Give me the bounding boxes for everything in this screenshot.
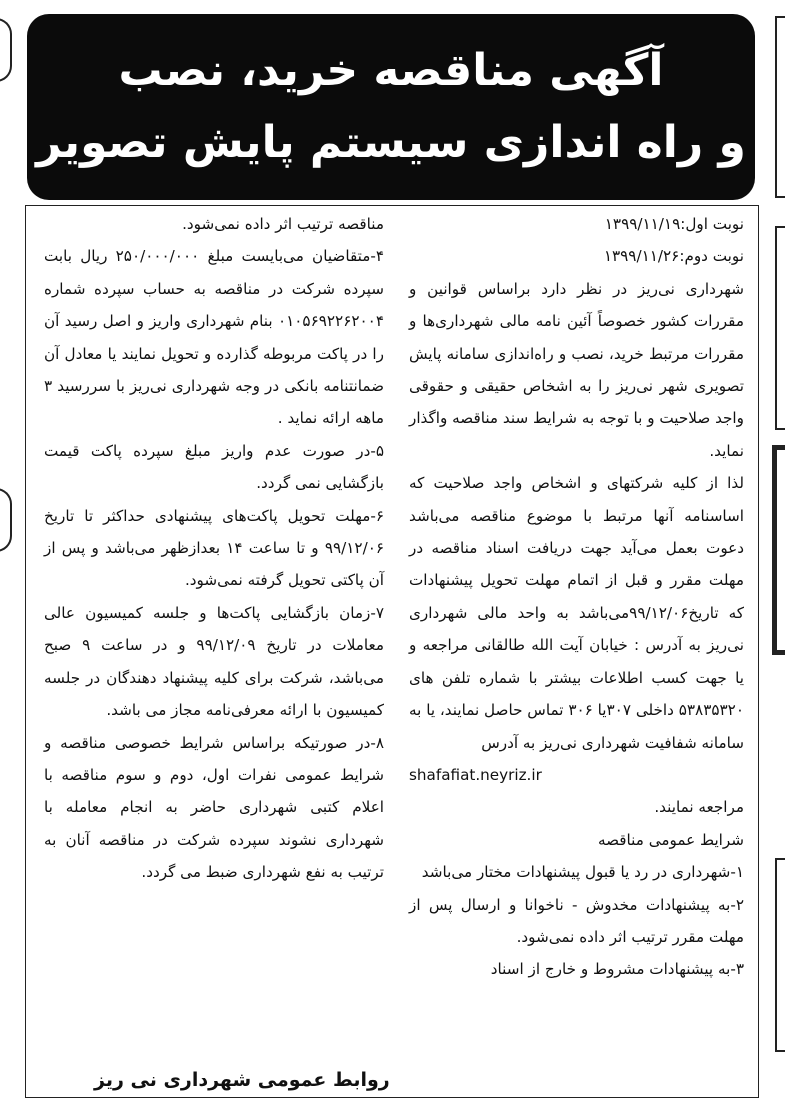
refer-text: مراجعه نمایند.	[654, 798, 744, 817]
public-relations-signature: روابط عمومی شهرداری نی ریز	[94, 1069, 390, 1091]
condition-item-8: ۸-در صورتیکه براساس شرایط خصوصی مناقصه و شرایط عمومی نفرات اول، دوم و سوم مناقصه با اعلام کتبی شهرداری حاضر به انجام معامله با شهرداری نشوند سپرده شرکت در مناقصه آنان به ترتیب به نفع شهرداری ضبط می گردد.	[44, 733, 384, 882]
condition-item-5: ۵-در صورت عدم واریز مبلغ سپرده پاکت قیمت بازگشایی نمی گردد.	[44, 441, 384, 493]
tender-headline	[27, 14, 755, 200]
general-conditions-title: شرایط عمومی مناقصه	[597, 830, 744, 849]
condition-item-4: ۴-متقاضیان می‌بایست مبلغ ۲۵۰/۰۰۰/۰۰۰ ریال بابت سپرده شرکت در مناقصه به حساب سپرده شماره ۰۱۰۵۶۹۲۲۶۲۰۰۴ بنام شهرداری واریز و اصل رسید آن را در پاکت مربوطه گذارده و تحویل نمایند یا معادل آن ضمانتنامه بانکی در وجه شهرداری نی‌ریز با سررسید ۳ ماهه ارائه نماید .	[44, 247, 384, 428]
margin-arc-top	[0, 18, 12, 82]
intro-paragraph: شهرداری نی‌ریز در نظر دارد براساس قوانین و مقررات کشور خصوصاً آئین نامه مالی شهرداری‌ها و مقررات مرتبط خرید، نصب و راه‌اندازی سامانه پایش تصویری شهر نی‌ریز را به اشخاص حقیقی و حقوقی واجد صلاحیت و با توجه به شرایط سند مناقصه واگذار نماید.	[409, 279, 744, 460]
condition-item-3-start: ۳-به پیشنهادات مشروط و خارج از اسناد	[490, 960, 744, 979]
transparency-url[interactable]: shafafiat.neyriz.ir	[409, 765, 542, 784]
condition-item-2: ۲-به پیشنهادات مخدوش - ناخوانا و ارسال پس از مهلت مقرر ترتیب اثر داده نمی‌شود.	[409, 895, 744, 946]
margin-frame-1	[775, 16, 785, 198]
right-column	[409, 208, 744, 986]
margin-frame-3	[772, 445, 785, 655]
margin-arc-middle	[0, 488, 12, 552]
margin-frame-2	[775, 226, 785, 430]
condition-item-1: ۱-شهرداری در رد یا قبول پیشنهادات مختار می‌باشد	[421, 863, 744, 882]
condition-item-7: ۷-زمان بازگشایی پاکت‌ها و جلسه کمیسیون عالی معاملات در تاریخ ۹۹/۱۲/۰۹ و در ساعت ۹ صبح می‌باشد، شرکت برای کلیه پیشنهاد دهندگان در جلسه کمیسیون با ارائه معرفی‌نامه مجاز می باشد.	[44, 603, 384, 720]
headline-line-1: آگهی مناقصه خرید، نصب	[118, 45, 664, 96]
first-publication-date: نوبت اول:۱۳۹۹/۱۱/۱۹	[604, 215, 744, 233]
notice-body	[25, 205, 759, 1098]
condition-item-6: ۶-مهلت تحویل پاکت‌های پیشنهادی حداکثر تا تاریخ ۹۹/۱۲/۰۶ و تا ساعت ۱۴ بعدازظهر می‌باشد و پس از آن پاکتی تحویل گرفته نمی‌شود.	[44, 506, 385, 590]
second-publication-date: نوبت دوم:۱۳۹۹/۱۱/۲۶	[603, 247, 744, 266]
invitation-paragraph: لذا از کلیه شرکتهای و اشخاص واجد صلاحیت که اساسنامه آنها مرتبط با موضوع مناقصه می‌باشد دعوت بعمل می‌آید جهت دریافت اسناد مناقصه در مهلت مقرر و قبل از اتمام مهلت تحویل پیشنهادات که تاریخ۹۹/۱۲/۰۶می‌باشد به واحد مالی شهرداری نی‌ریز به آدرس : خیابان آیت الله طالقانی مراجعه و یا جهت کسب اطلاعات بیشتر با شماره تلفن های ۵۳۸۳۵۳۲۰ داخلی ۳۰۷یا ۳۰۶ تماس حاصل نمایند، یا به سامانه شفافیت شهرداری نی‌ریز به آدرس	[409, 474, 744, 752]
margin-frame-4	[775, 858, 785, 1052]
condition-item-3-end: مناقصه ترتیب اثر داده نمی‌شود.	[182, 215, 384, 233]
left-column	[44, 208, 384, 889]
headline-line-2: و راه اندازی سیستم پایش تصویر	[36, 117, 746, 168]
